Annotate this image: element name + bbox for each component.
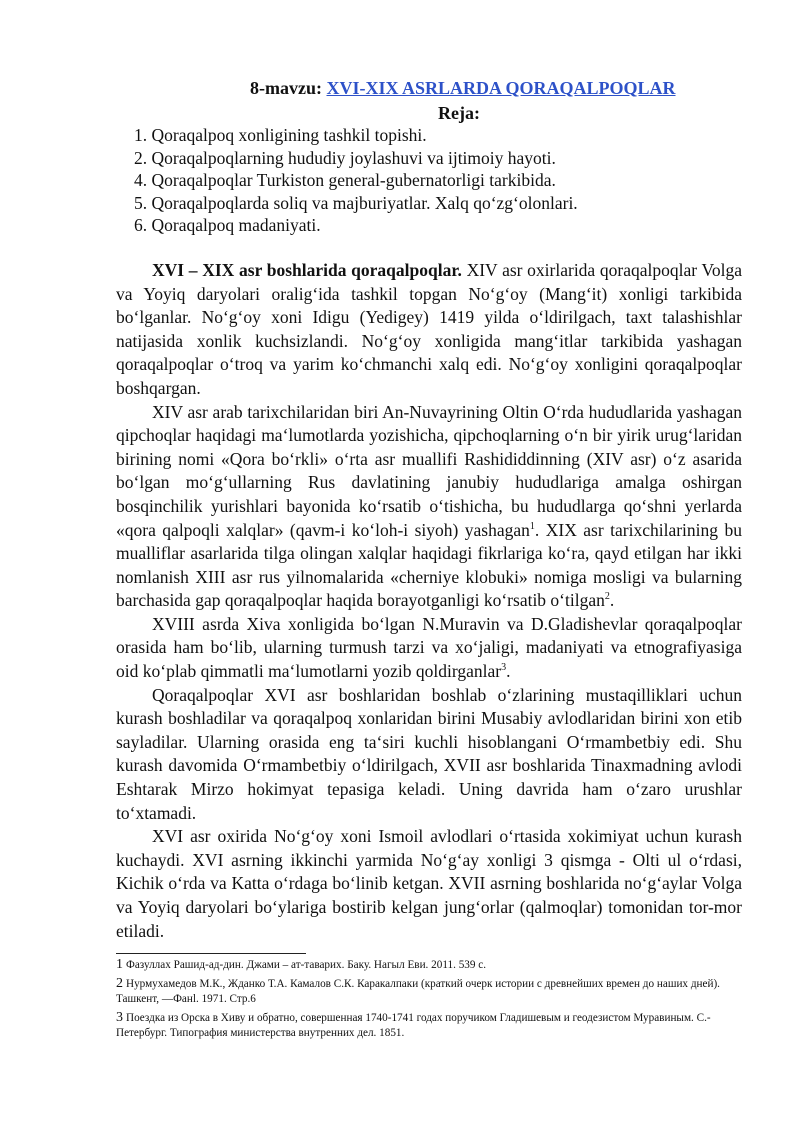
footnote-ref-3[interactable]: 3 (501, 662, 507, 674)
paragraph-2 (116, 401, 742, 613)
footnote-text: Фазуллах Рашид-ад-дин. Джами – ат-таварих. Баку. Нагыл Еви. 2011. 539 с. (126, 959, 487, 972)
section-heading: XVI – XIX asr boshlarida qoraqalpoqlar. (152, 259, 462, 280)
paragraph-text: XIV asr arab tarixchilaridan biri An-Nuvayrining Oltin O‘rda hududlarida yashagan qipchoqlar haqidagi ma‘lumotlarda yozishicha, qipchoqlarning o‘n bir yirik urug‘laridan birining nomi «Qora bo‘rkli» o‘rta asr muallifi Rashididdinning (XIV asr) o‘z asarida bo‘lgan mo‘g‘ullarning Rus davlatining janubiy hududlariga amalga oshirgan bosqinchilik yurishlari bayonida ko‘rsatib o‘tishicha, bu hududlarga qo‘shni yerlarda «qora qalpoqli xalqlar» (qavm-i ko‘loh-i siyoh) yashagan (116, 401, 742, 540)
paragraph-3 (116, 613, 742, 684)
spacer (116, 237, 742, 259)
plan-list (116, 124, 742, 237)
paragraph-text: XVIII asrda Xiva xonligida bo‘lgan N.Muravin va D.Gladishevlar qoraqalpoqlar orasida ham bo‘lib, ularning turmush tarzi va xo‘jaligi, madaniyati va etnografiyasiga oid ko‘plab qimmatli ma‘lumotlarni yozib qoldirganlar (116, 613, 742, 682)
topic-title-link[interactable]: XVI-XIX ASRLARDA QORAQALPOQLAR (326, 78, 676, 98)
footnote-text: Нурмухамедов М.К., Жданко Т.А. Камалов С.К. Каракалпаки (краткий очерк истории с древнейших времен до наших дней). Ташкент, —Фанl. 1971. Стр.6 (116, 978, 720, 1006)
footnote-number: 2 (116, 976, 123, 992)
plan-item: 4. Qoraqalpoqlar Turkiston general-gubernatorligi tarkibida. (134, 170, 556, 191)
footnote-1 (116, 957, 742, 973)
paragraph-text: . (609, 590, 615, 611)
plan-item: 2. Qoraqalpoqlarning hududiy joylashuvi va ijtimoiy hayoti. (134, 147, 556, 168)
document-content (116, 74, 742, 1044)
topic-prefix: 8-mavzu: (250, 78, 327, 98)
footnote-ref-1[interactable]: 1 (529, 520, 535, 532)
footnote-3 (116, 1010, 742, 1041)
footnote-number: 3 (116, 1010, 123, 1026)
plan-item: 1. Qoraqalpoq xonligining tashkil topishi. (134, 125, 427, 145)
paragraph-1 (116, 259, 742, 401)
paragraph-text: . (506, 661, 511, 682)
paragraph-text: XIV asr oxirlarida qoraqalpoqlar Volga va Yoyiq daryolari oralig‘ida tashkil topgan No‘g‘oy (Mang‘it) xonligi tarkibida bo‘lganlar. No‘g‘oy xoni Idigu (Yedigey) 1419 yilda o‘ldirilgach, taxt talashishlar natijasida xonlik kuchsizlandi. No‘g‘oy xonligida mang‘itlar tarkibida yashagan qoraqalpoqlar o‘troq va yarim ko‘chmanchi xalq edi. No‘g‘oy xonligini qoraqalpoqlar boshqargan. (116, 259, 742, 398)
plan-item: 5. Qoraqalpoqlarda soliq va majburiyatlar. Xalq qo‘zg‘olonlari. (134, 192, 578, 213)
plan-heading: Reja: (438, 103, 480, 123)
footnote-number: 1 (116, 957, 123, 973)
topic-heading (116, 74, 742, 102)
paragraph-text: . XIX asr tarixchilarining bu mualliflar asarlarida tilga olingan xalqlar haqidagi fikrlariga ko‘ra, qayd etilgan har ikki nomlanish XIII asr rus yilnomalarida «cherniye klobuki» nomiga mosligi va bularning barchasida gap qoraqalpoqlar haqida borayotganligi ko‘rsatib o‘tilgan (116, 519, 742, 611)
footnote-2 (116, 976, 742, 1007)
footnote-divider (116, 953, 306, 954)
plan-item: 6. Qoraqalpoq madaniyati. (134, 215, 321, 236)
paragraph-4: Qoraqalpoqlar XVI asr boshlaridan boshlab o‘zlarining mustaqilliklari uchun kurash boshladilar va qoraqalpoq xonlaridan birini Musabiy avlodlaridan birini xon etib sayladilar. Ularning orasida eng ta‘siri kuchli hisoblangani O‘rmambetbiy edi. Shu kurash davomida O‘rmambetbiy o‘ldirilgach, XVII asr boshlarida Tinaxmadning avlodi Eshtarak Mirzo hokimyat tepasiga keladi. Uning davrida ham o‘zaro urushlar to‘xtamadi. (116, 684, 742, 823)
footnote-text: Поездка из Орска в Хиву и обратно, совершенная 1740-1741 годах поручиком Гладишевым и геодезистом Муравиным. С.-Петербург. Типография министерства внутренних дел. 1851. (116, 1012, 711, 1040)
footnote-ref-2[interactable]: 2 (604, 591, 610, 603)
paragraph-5: XVI asr oxirida No‘g‘oy xoni Ismoil avlodlari o‘rtasida xokimiyat uchun kurash kuchaydi. XVI asrning ikkinchi yarmida No‘g‘ay xonligi 3 qismga - Olti ul o‘rdasi, Kichik o‘rda va Katta o‘rdaga bo‘linib ketgan. XVII asrning boshlarida no‘g‘aylar Volga va Yoyiq daryolari bo‘ylariga bostirib kelgan jung‘orlar (qalmoqlar) tomonidan tor-mor etiladi. (116, 826, 742, 941)
